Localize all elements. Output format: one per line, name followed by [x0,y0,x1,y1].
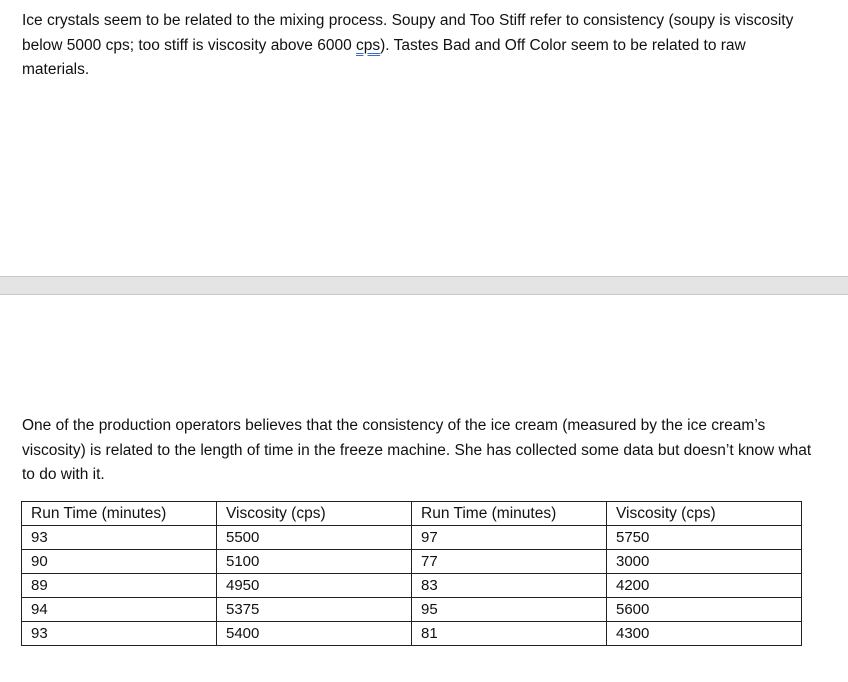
viscosity-data-table [21,501,802,646]
table-row [22,622,802,646]
table-cell: 5750 [607,526,802,550]
column-header-viscosity-1: Viscosity (cps) [217,502,412,526]
table-cell: 94 [22,598,217,622]
table-header-row [22,502,802,526]
table-cell: 97 [412,526,607,550]
table-cell: 5600 [607,598,802,622]
table-cell: 5500 [217,526,412,550]
table-row [22,526,802,550]
table-cell: 3000 [607,550,802,574]
paragraph-text-end: ). Tastes Bad and Off Color seem to be related to raw materials. [22,36,746,78]
table-cell: 4950 [217,574,412,598]
document-page-top [0,0,848,276]
table-cell: 83 [412,574,607,598]
body-paragraph-consistency [22,9,812,83]
column-header-run-time-1: Run Time (minutes) [22,502,217,526]
table-cell: 93 [22,526,217,550]
table-cell: 95 [412,598,607,622]
table-cell: 4300 [607,622,802,646]
table-cell: 5100 [217,550,412,574]
table-cell: 93 [22,622,217,646]
spellcheck-flagged-word[interactable]: cps [356,36,381,54]
page-break-gap [0,276,848,295]
table-cell: 77 [412,550,607,574]
column-header-run-time-2: Run Time (minutes) [412,502,607,526]
body-paragraph-operator: One of the production operators believes that the consistency of the ice cream (measured by the ice cream’s viscosity) is related to the length of time in the freeze machine. She has collected some data but doesn’t know what to do with it. [22,417,812,483]
paragraph-text-start: Ice crystals seem to be related to the mixing process. Soupy and Too Stiff refer to consistency (soupy is viscosity below 5000 cps; too stiff is viscosity above 6000 [22,12,794,54]
table-cell: 5400 [217,622,412,646]
table-cell: 90 [22,550,217,574]
table-row [22,598,802,622]
table-cell: 5375 [217,598,412,622]
table-cell: 4200 [607,574,802,598]
table-cell: 81 [412,622,607,646]
table-row [22,550,802,574]
table-row [22,574,802,598]
table-cell: 89 [22,574,217,598]
column-header-viscosity-2: Viscosity (cps) [607,502,802,526]
